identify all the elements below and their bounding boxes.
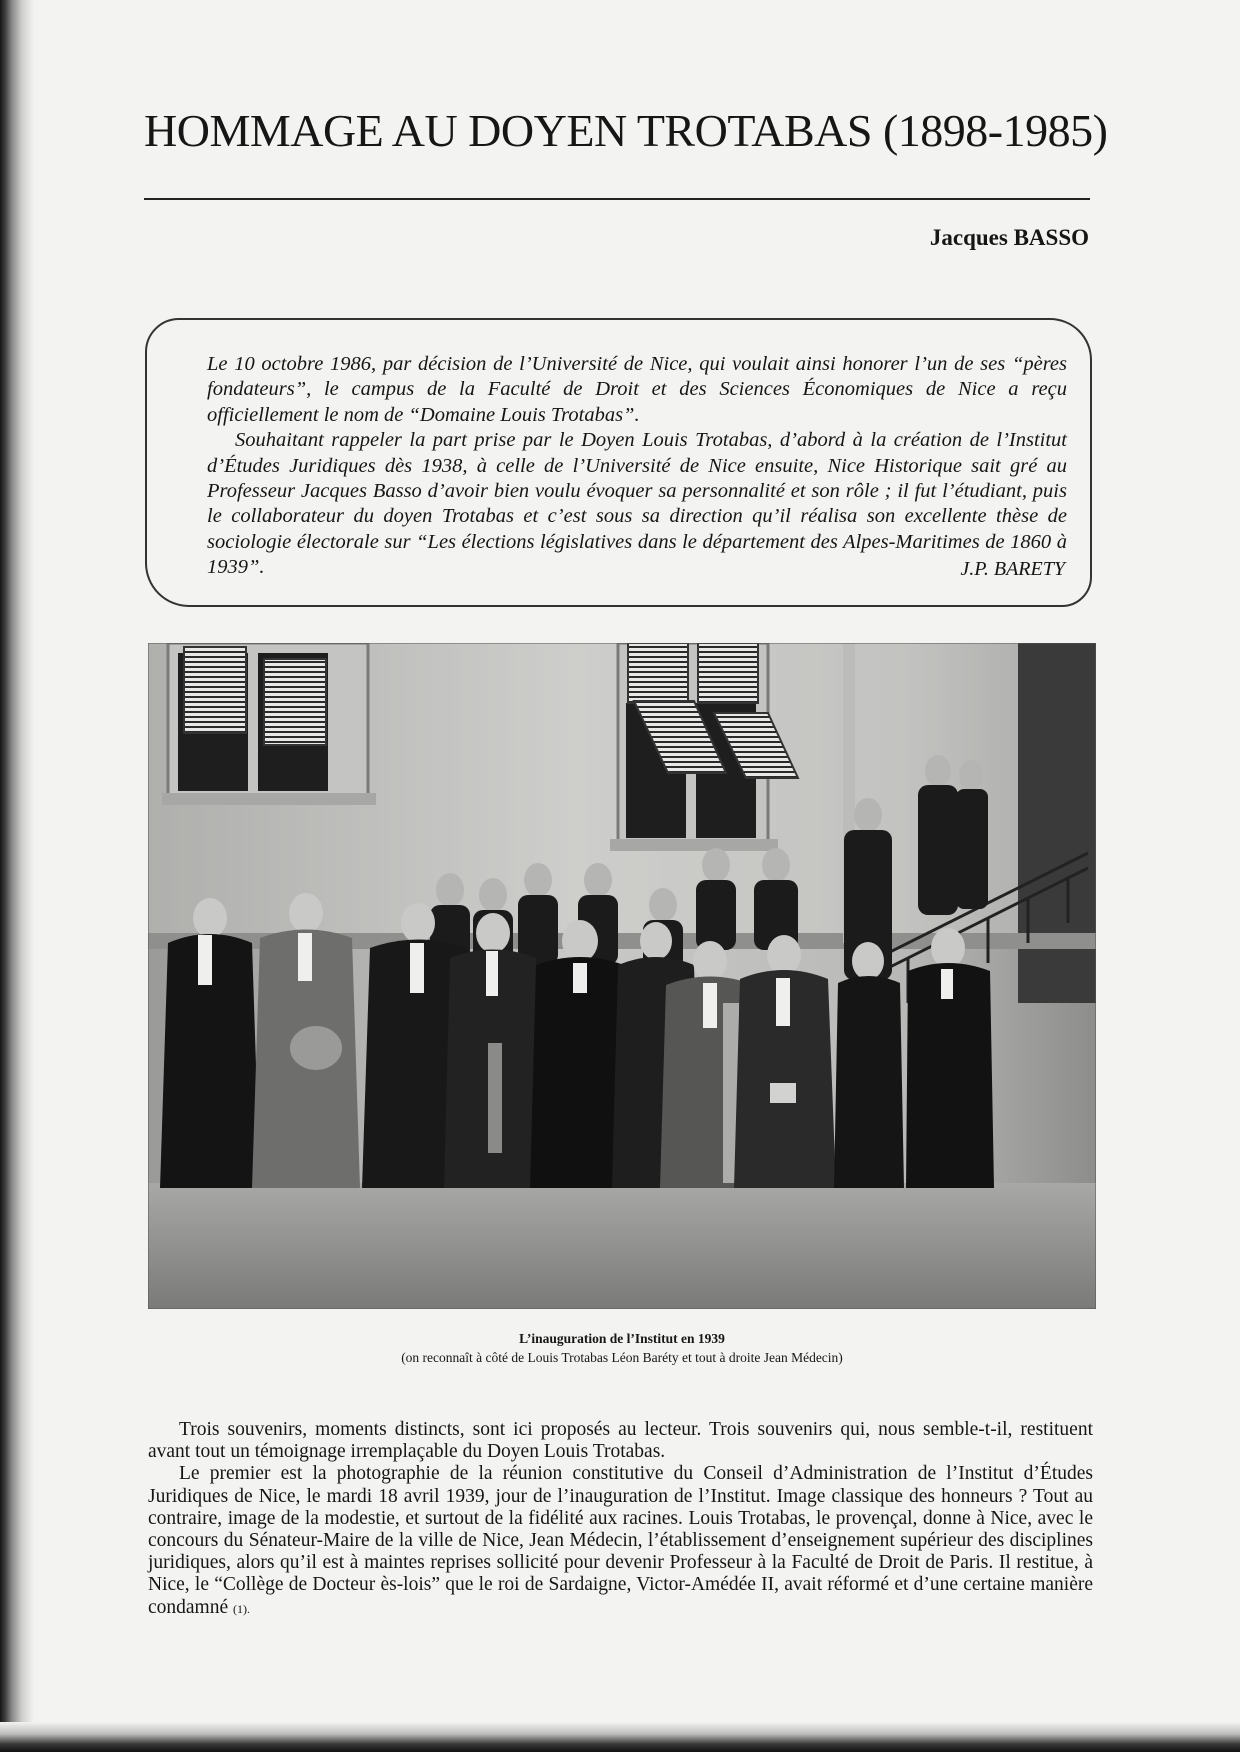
footnote-marker: (1). <box>233 1601 251 1616</box>
intro-signature: J.P. BARETY <box>960 558 1065 580</box>
caption-title: L’inauguration de l’Institut en 1939 <box>519 1331 725 1346</box>
article-author: Jacques BASSO <box>929 225 1089 250</box>
intro-text <box>207 352 1067 581</box>
article-title: HOMMAGE AU DOYEN TROTABAS (1898-1985) <box>144 105 1108 156</box>
intro-paragraph: Le 10 octobre 1986, par décision de l’Université de Nice, qui voulait ainsi honorer l’un de ses “pères fondateurs”, le campus de la Faculté de Droit et des Sciences Économiques de Nice a reçu officiellement le nom de “Domaine Louis Trotabas”. <box>207 353 1067 426</box>
caption-detail: (on reconnaît à côté de Louis Trotabas Léon Baréty et tout à droite Jean Médecin) <box>401 1350 843 1365</box>
photo-caption <box>148 1329 1096 1367</box>
page-edge-shadow <box>0 0 34 1752</box>
inauguration-photo <box>148 643 1096 1309</box>
ground <box>148 1183 1096 1309</box>
title-rule <box>144 198 1090 200</box>
body-paragraph: Trois souvenirs, moments distincts, sont ici proposés au lecteur. Trois souvenirs qui, nous semble-t-il, restituent avant tout un témoignage irremplaçable du Doyen Louis Trotabas. <box>148 1419 1093 1463</box>
body-paragraph <box>148 1463 1093 1619</box>
body-paragraph-text: Le premier est la photographie de la réunion constitutive du Conseil d’Administration de l’Institut d’Études Juridiques de Nice, le mardi 18 avril 1939, jour de l’inauguration de l’Institut. Image classique des honneurs ? Tout au contraire, image de la modestie, et surtout de la fidélité aux racines. Louis Trotabas, le provençal, donne à Nice, avec le concours du Sénateur-Maire de la ville de Nice, Jean Médecin, l’établissement d’enseignement supérieur des disciplines juridiques, alors qu’il est à maintes reprises sollicité pour devenir Professeur à la Faculté de Droit de Paris. Il restitue, à Nice, le “Collège de Docteur ès-lois” que le roi de Sardaigne, Victor-Amédée II, avait réformé et d’une certaine manière condamné <box>148 1463 1093 1618</box>
window-left <box>162 643 376 805</box>
page-bottom-shadow <box>0 1722 1240 1752</box>
intro-paragraph: Souhaitant rappeler la part prise par le Doyen Louis Trotabas, d’abord à la création de l’Institut d’Études Juridiques dès 1938, à celle de l’Université de Nice ensuite, Nice Historique sait gré au Professeur Jacques Basso d’avoir bien voulu évoquer sa personnalité et son rôle ; il fut l’étudiant, puis le collaborateur du doyen Trotabas et c’est sous sa direction qu’il réalisa son excellente thèse de sociologie électorale sur “Les élections législatives dans le département des Alpes-Maritimes de 1860 à 1939”. <box>207 429 1067 579</box>
article-body <box>148 1419 1093 1620</box>
